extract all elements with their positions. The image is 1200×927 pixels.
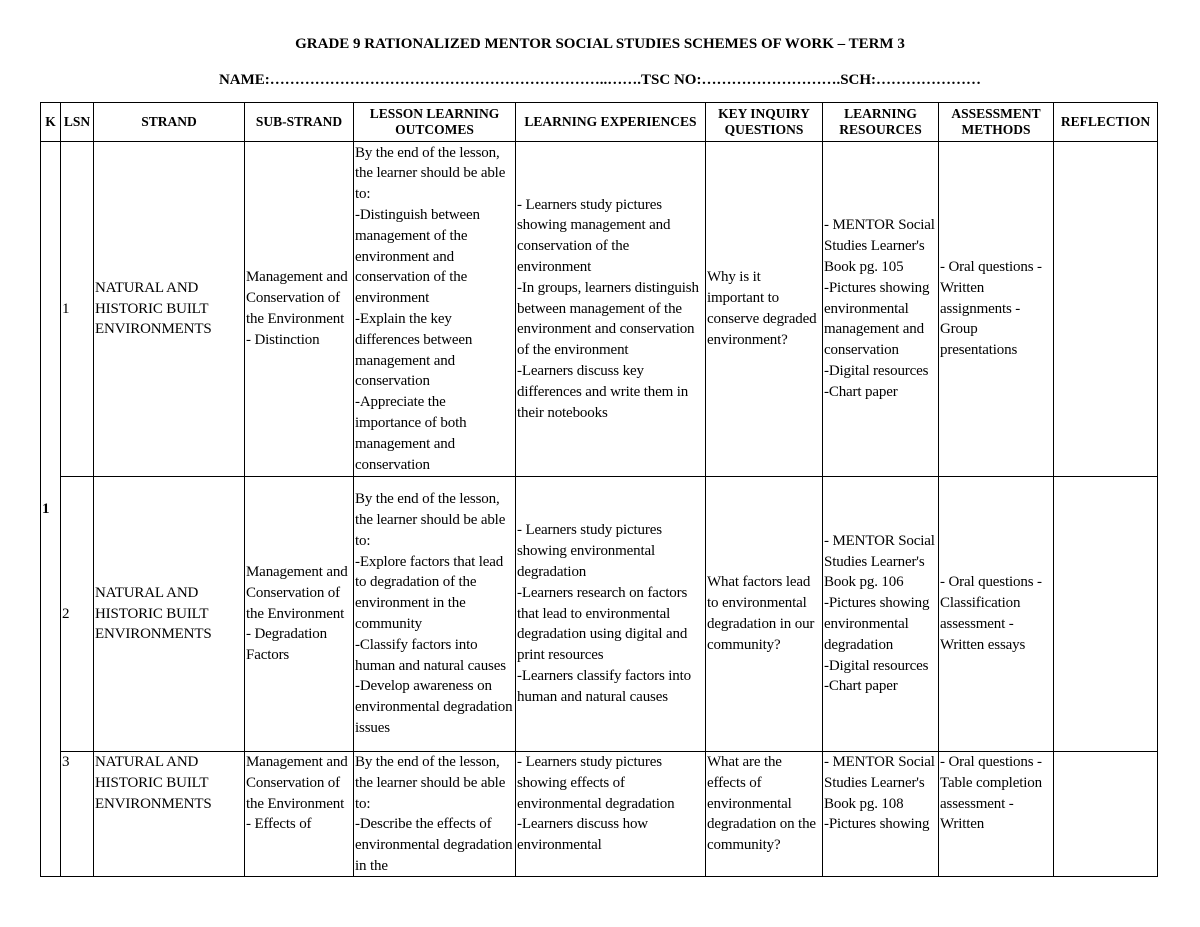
header-row [41, 103, 1158, 142]
strand-text: NATURAL AND HISTORIC BUILT ENVIRONMENTS [95, 754, 212, 812]
reflection-cell [1054, 752, 1158, 877]
header-lesson: LSN [61, 103, 94, 142]
header-reflection: REFLECTION [1054, 103, 1158, 142]
resources-cell [823, 142, 939, 477]
header-questions: KEY INQUIRY QUESTIONS [706, 103, 823, 142]
document-title: GRADE 9 RATIONALIZED MENTOR SOCIAL STUDIES SCHEMES OF WORK – TERM 3 [295, 36, 905, 52]
header-strand: STRAND [94, 103, 245, 142]
assessment-cell [939, 752, 1054, 877]
lesson-number: 2 [61, 477, 94, 752]
experience-line: - Learners study pictures showing management and conservation of the environment [517, 196, 671, 275]
table-row [41, 477, 1158, 752]
resources-text [824, 752, 937, 876]
assessment-text: - Oral questions - Table completion assessment - Written [940, 754, 1042, 833]
outcome-line: By the end of the lesson, the learner should be able to: [355, 491, 506, 549]
outcomes-text [355, 752, 514, 876]
sub-strand-text: Management and Conservation of the Environment - Effects of [246, 754, 348, 833]
header-outcomes: LESSON LEARNING OUTCOMES [354, 103, 516, 142]
outcomes-cell [354, 142, 516, 477]
outcome-line: -Appreciate the importance of both management and conservation [355, 394, 467, 473]
outcome-line: By the end of the lesson, the learner should be able to: [355, 144, 506, 203]
experience-line: - Learners study pictures showing effects of environmental degradation [517, 754, 675, 812]
resource-line: - MENTOR Social Studies Learner's Book pg. 108 [824, 754, 935, 812]
question-cell: Why is it important to conserve degraded environment? [706, 142, 823, 477]
header-week: K [41, 103, 61, 142]
lesson-number: 1 [61, 142, 94, 477]
resource-line: -Digital resources [824, 362, 929, 379]
resource-line: -Chart paper [824, 678, 898, 695]
assessment-cell: - Oral questions - Classification assessment - Written essays [939, 477, 1054, 752]
strand-cell [94, 752, 245, 877]
sub-strand-cell [245, 752, 354, 877]
experience-line: -Learners discuss key differences and write them in their notebooks [517, 362, 689, 421]
week-number: 1 [41, 142, 61, 877]
resource-line: -Chart paper [824, 383, 898, 400]
scheme-of-work-table [40, 102, 1158, 877]
resource-line: -Pictures showing [824, 816, 930, 833]
header-assessment: ASSESSMENT METHODS [939, 103, 1054, 142]
sub-strand-cell: Management and Conservation of the Environment - Degradation Factors [245, 477, 354, 752]
experiences-text [517, 752, 704, 876]
resource-line: - MENTOR Social Studies Learner's Book pg. 105 [824, 217, 935, 275]
experiences-cell [516, 752, 706, 877]
question-text: What are the effects of environmental degradation on the community? [707, 754, 816, 854]
outcome-line: -Explain the key differences between management and conservation [355, 311, 473, 390]
outcomes-cell [354, 752, 516, 877]
outcome-line: By the end of the lesson, the learner should be able to: [355, 754, 506, 812]
table-row [41, 752, 1158, 877]
experience-line: -Learners research on factors that lead to environmental degradation using digital and print resources [517, 584, 688, 664]
outcome-line: -Explore factors that lead to degradation of the environment in the community [355, 553, 504, 632]
question-cell [706, 752, 823, 877]
resource-line: -Digital resources [824, 657, 929, 674]
strand-cell: NATURAL AND HISTORIC BUILT ENVIRONMENTS [94, 477, 245, 752]
sub-strand-cell: Management and Conservation of the Environment - Distinction [245, 142, 354, 477]
resource-line: -Pictures showing environmental management and conservation [824, 279, 930, 359]
outcome-line: -Distinguish between management of the environment and conservation of the environment [355, 207, 480, 307]
experience-line: -Learners discuss how environmental [517, 816, 648, 854]
table-row [41, 142, 1158, 477]
reflection-cell [1054, 142, 1158, 477]
outcome-line: -Classify factors into human and natural causes [355, 636, 506, 674]
experiences-cell [516, 142, 706, 477]
outcome-line: -Describe the effects of environmental degradation in the [355, 816, 513, 874]
header-resources: LEARNING RESOURCES [823, 103, 939, 142]
resources-cell [823, 752, 939, 877]
resource-line: - MENTOR Social Studies Learner's Book pg. 106 [824, 532, 935, 591]
experience-line: -Learners classify factors into human and natural causes [517, 667, 692, 705]
header-sub-strand: SUB-STRAND [245, 103, 354, 142]
experiences-cell [516, 477, 706, 752]
outcomes-cell [354, 477, 516, 752]
resource-line: -Pictures showing environmental degradation [824, 595, 930, 653]
teacher-details-line: NAME:…………………………………………………………..…….TSC NO:……………………….SCH:………………… [218, 72, 982, 88]
strand-cell: NATURAL AND HISTORIC BUILT ENVIRONMENTS [94, 142, 245, 477]
resources-cell [823, 477, 939, 752]
question-cell: What factors lead to environmental degradation in our community? [706, 477, 823, 752]
assessment-cell: - Oral questions - Written assignments - Group presentations [939, 142, 1054, 477]
outcome-line: -Develop awareness on environmental degradation issues [355, 678, 513, 736]
lesson-number: 3 [61, 752, 94, 877]
reflection-cell [1054, 477, 1158, 752]
header-experiences: LEARNING EXPERIENCES [516, 103, 706, 142]
experience-line: -In groups, learners distinguish between management of the environment and conservation of the environment [517, 279, 699, 359]
experience-line: - Learners study pictures showing environmental degradation [517, 522, 662, 580]
